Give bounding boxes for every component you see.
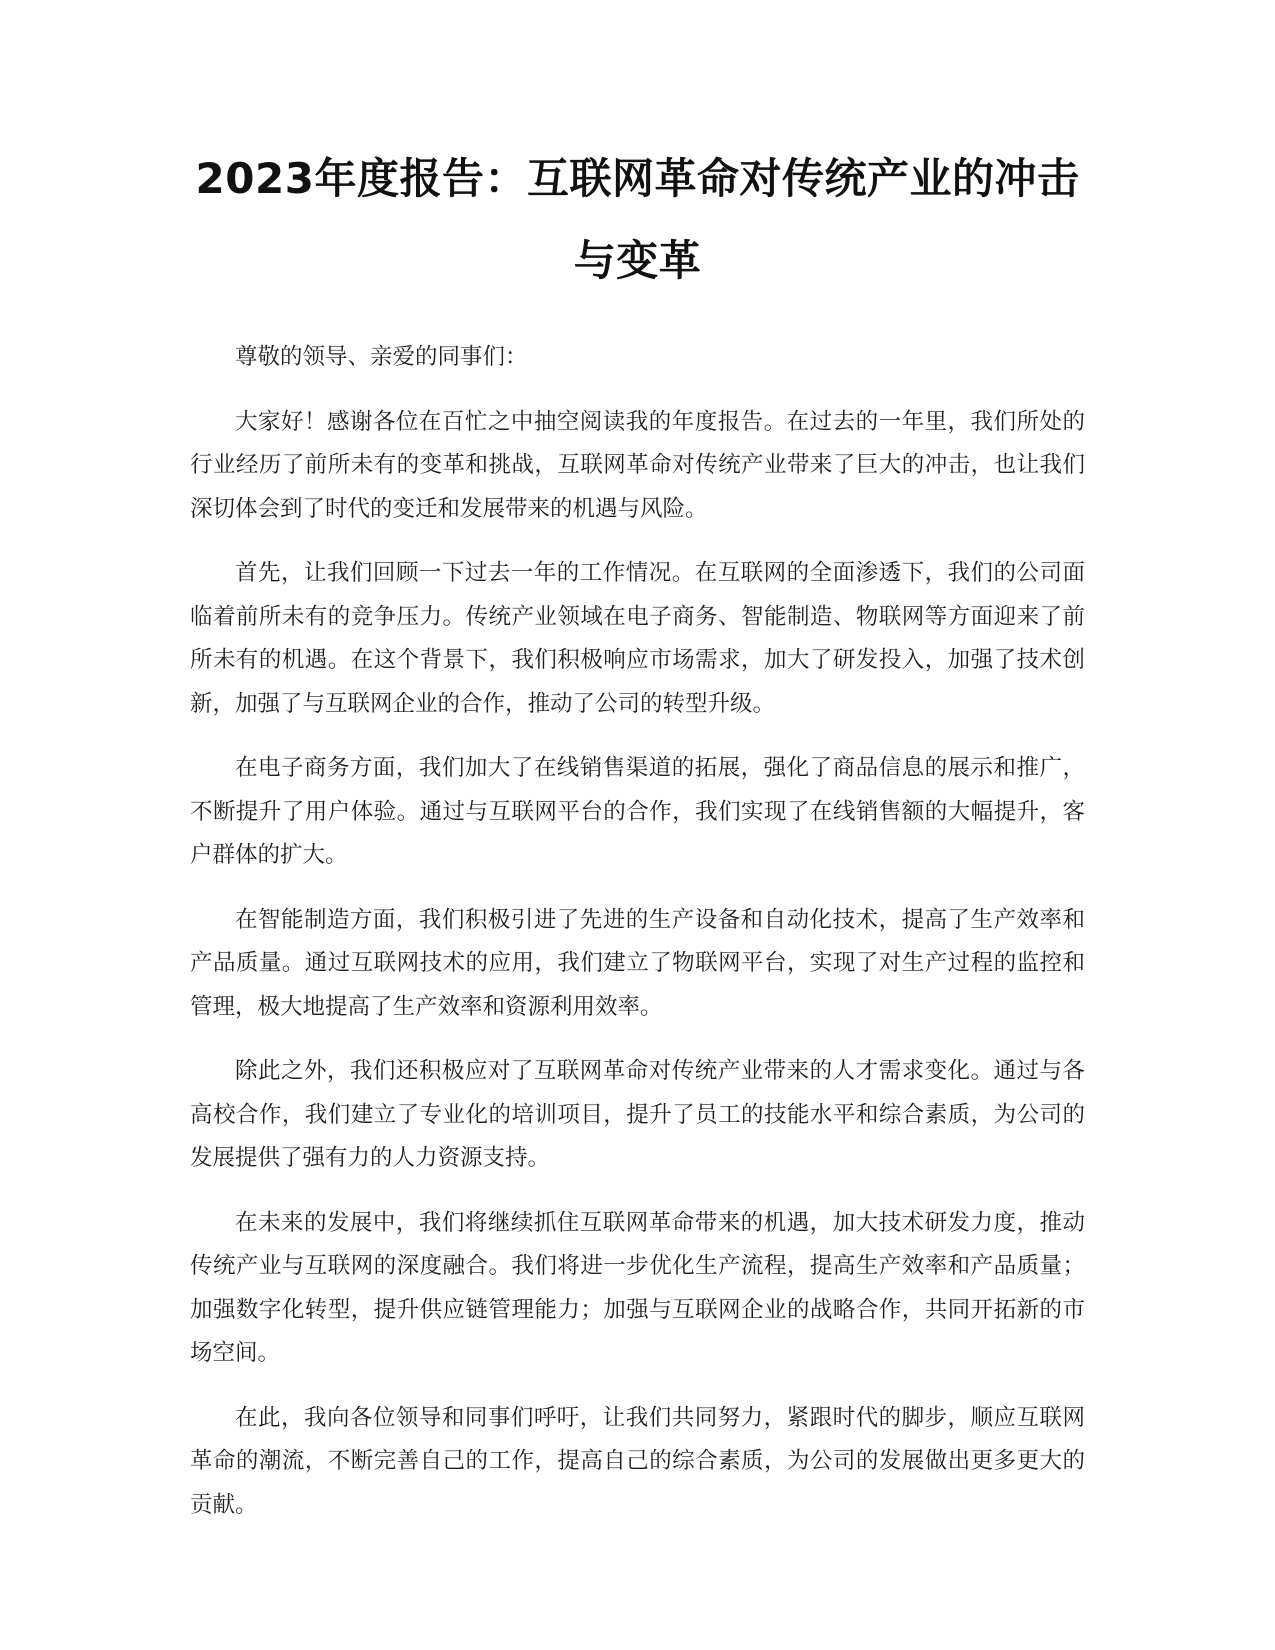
document-title: 2023年度报告：互联网革命对传统产业的冲击与变革 <box>195 154 1080 285</box>
salutation-paragraph: 尊敬的领导、亲爱的同事们： <box>235 344 528 370</box>
body-paragraph: 在电子商务方面，我们加大了在线销售渠道的拓展，强化了商品信息的展示和推广，不断提升了用户体验。通过与互联网平台的合作，我们实现了在线销售额的大幅提升，客户群体的扩大。 <box>190 755 1085 868</box>
body-paragraph: 除此之外，我们还积极应对了互联网革命对传统产业带来的人才需求变化。通过与各高校合作，我们建立了专业化的培训项目，提升了员工的技能水平和综合素质，为公司的发展提供了强有力的人力资源支持。 <box>190 1058 1085 1171</box>
closing-paragraph: 在此，我向各位领导和同事们呼吁，让我们共同努力，紧跟时代的脚步，顺应互联网革命的潮流，不断完善自己的工作，提高自己的综合素质，为公司的发展做出更多更大的贡献。 <box>190 1404 1085 1518</box>
body-paragraph: 首先，让我们回顾一下过去一年的工作情况。在互联网的全面渗透下，我们的公司面临着前所未有的竞争压力。传统产业领域在电子商务、智能制造、物联网等方面迎来了前所未有的机遇。在这个背景下，我们积极响应市场需求，加大了研发投入，加强了技术创新，加强了与互联网企业的合作，推动了公司的转型升级。 <box>190 560 1085 717</box>
body-paragraph: 在智能制造方面，我们积极引进了先进的生产设备和自动化技术，提高了生产效率和产品质量。通过互联网技术的应用，我们建立了物联网平台，实现了对生产过程的监控和管理，极大地提高了生产效率和资源利用效率。 <box>190 906 1085 1020</box>
body-paragraph: 大家好！感谢各位在百忙之中抽空阅读我的年度报告。在过去的一年里，我们所处的行业经历了前所未有的变革和挑战，互联网革命对传统产业带来了巨大的冲击，也让我们深切体会到了时代的变迁和发展带来的机遇与风险。 <box>190 408 1085 522</box>
body-paragraph: 在未来的发展中，我们将继续抓住互联网革命带来的机遇，加大技术研发力度，推动传统产业与互联网的深度融合。我们将进一步优化生产流程，提高生产效率和产品质量；加强数字化转型，提升供应链管理能力；加强与互联网企业的战略合作，共同开拓新的市场空间。 <box>190 1209 1085 1366</box>
